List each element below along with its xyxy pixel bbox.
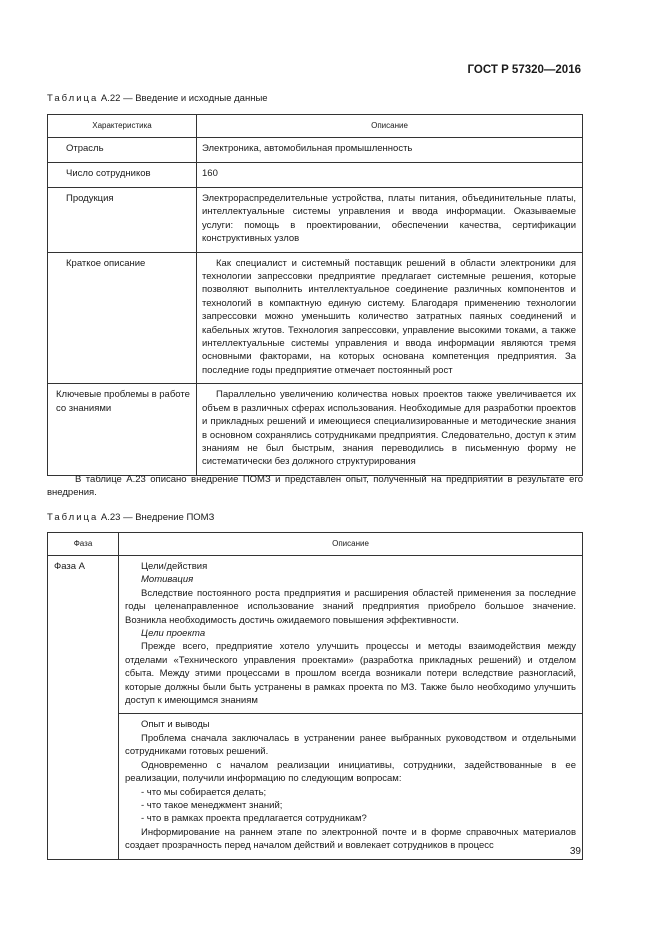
table-header-row: [48, 533, 583, 556]
column-header: Фаза: [48, 533, 119, 556]
project-goals-label: Цели проекта: [141, 628, 206, 640]
experience-cell: [119, 714, 583, 859]
intro-paragraph: В таблице А.23 описано внедрение ПОМЗ и представлен опыт, полученный на предприятии в результате его внедрения.: [47, 474, 583, 499]
table-a22-caption: [47, 93, 268, 104]
table-row: [48, 384, 583, 475]
bullet-item: - что в рамках проекта предлагается сотрудникам?: [141, 813, 367, 825]
row-key: Продукция: [48, 188, 197, 253]
caption-prefix: Таблица: [47, 512, 99, 523]
table-header-row: [48, 115, 583, 138]
project-goals-text: Прежде всего, предприятие хотело улучшить процессы и методы взаимодействия между отделами «Технического управления проектами» (разработка прикладных решений) и отделом сбыта. Между этими процессами в прошлом всегда возникали потери вследствие разногласий, которые должны были быть устранены в рамках проекта по МЗ. Также было необходимо улучшить доступ к имеющимся знаниям: [125, 641, 576, 707]
caption-text: А.23 — Внедрение ПОМЗ: [100, 512, 215, 523]
experience-heading: Опыт и выводы: [141, 719, 210, 731]
table-row: [48, 138, 583, 163]
row-key: Число сотрудников: [48, 163, 197, 188]
table-a22: [47, 114, 583, 476]
motivation-label: Мотивация: [141, 574, 194, 586]
row-value: Как специалист и системный поставщик решений в области электроники для технологии запрессовки предприятие предлагает системные решения, которые позволяют выполнить интеллектуальное соединение различных компонентов и технологий в компактную единую систему. Благодаря применению технологии запрессовки можно уменьшить количество затратных паяных соединений и кабельных жгутов. Технология запрессовки, управление высокими токами, а также интеллектуальные системы управления и ввода информации являются тремя основными факторами, на которых основана компетенция предприятия. За последние годы предприятие отмечает постоянный рост: [197, 252, 583, 384]
bullet-item: - что мы собирается делать;: [141, 786, 267, 798]
table-a23: [47, 532, 583, 860]
experience-paragraph: Проблема сначала заключалась в устранении ранее выбранных руководством и отдельными сотрудниками готовых решений.: [125, 732, 576, 758]
table-row: [48, 556, 583, 714]
table-row: [48, 163, 583, 188]
row-value: Электрораспределительные устройства, платы питания, объединительные платы, интеллектуальные системы управления и ввода информации. Оказываемые услуги: помощь в проектировании, обеспечении качества, сертификации конструктивных узлов: [197, 188, 583, 253]
experience-paragraph: Одновременно с началом реализации инициативы, сотрудники, задействованные в ее реализации, получили информацию по следующим вопросам:: [125, 759, 576, 785]
column-header: Описание: [119, 533, 583, 556]
goals-cell: [119, 556, 583, 714]
row-value: Параллельно увеличению количества новых проектов также увеличивается их объем в различных сферах использования. Необходимые для разработки проектов и прикладных решений и имеющиеся специализированные и методические знания в основном сохранялись сотрудниками предприятия. Следовательно, доступ к этим знаниям не был быстрым, знания переводились в письменную форму не систематически без должного структурирования: [197, 384, 583, 475]
motivation-text: Вследствие постоянного роста предприятия и расширения областей применения за последние годы целенаправленное использование знаний предприятия приобрело большое значение. Возникла необходимость достичь ожидаемого повышения эффективности.: [125, 587, 576, 626]
phase-label: Фаза А: [48, 556, 119, 860]
row-value: Электроника, автомобильная промышленность: [197, 138, 583, 163]
page-number: 39: [569, 846, 581, 857]
row-value: 160: [197, 163, 583, 188]
row-key: Ключевые проблемы в работе со знаниями: [48, 384, 197, 475]
caption-prefix: Таблица: [47, 93, 99, 104]
table-row: [48, 714, 583, 859]
column-header: Характеристика: [48, 115, 197, 138]
goals-heading: Цели/действия: [141, 561, 208, 572]
table-row: [48, 188, 583, 253]
row-key: Отрасль: [48, 138, 197, 163]
experience-paragraph: Информирование на раннем этапе по электронной почте и в форме справочных материалов создает прозрачность перед началом действий и вовлекает сотрудников в процесс: [125, 826, 576, 852]
table-row: [48, 252, 583, 384]
row-key: Краткое описание: [48, 252, 197, 384]
caption-text: А.22 — Введение и исходные данные: [100, 93, 268, 104]
document-code: ГОСТ Р 57320—2016: [467, 64, 581, 76]
table-a23-caption: [47, 512, 214, 523]
column-header: Описание: [197, 115, 583, 138]
bullet-item: - что такое менеджмент знаний;: [141, 799, 283, 811]
